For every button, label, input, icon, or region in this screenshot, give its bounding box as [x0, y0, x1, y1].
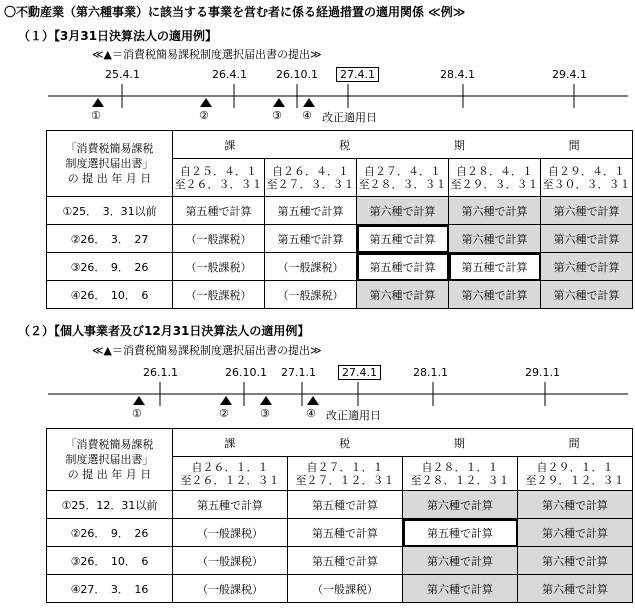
section1-period-1: 自２５．４．１ 至２６．３．３１	[173, 159, 265, 197]
section1-marker-4: ④	[302, 109, 312, 122]
table-cell: （一般課税）	[173, 547, 288, 575]
section2-note: ≪▲＝消費税簡易課税制度選択届出書の提出≫	[92, 344, 322, 357]
section2-marker-2: ②	[219, 407, 229, 420]
section1-period-3: 自２７．４．１ 至２８．３．３１	[357, 159, 449, 197]
table-cell: （一般課税）	[173, 253, 265, 281]
section2-timeline	[0, 362, 635, 426]
table-cell: 第六種で計算	[449, 225, 541, 253]
table-cell-highlight: 第五種で計算	[449, 253, 541, 281]
row-label: ③26． 9． 26	[47, 253, 173, 281]
table-cell: （一般課税）	[265, 281, 357, 309]
section2-date-2: 26.10.1	[225, 366, 267, 379]
table-cell: 第五種で計算	[265, 225, 357, 253]
page-title: 〇不動産業（第六種事業）に該当する事業を営む者に係る経過措置の適用関係 ≪例≫	[4, 5, 466, 19]
table-cell: （一般課税）	[173, 281, 265, 309]
table-cell: （一般課税）	[173, 225, 265, 253]
section2-date-3: 27.1.1	[281, 366, 316, 379]
table-cell: 第六種で計算	[541, 253, 633, 281]
table-cell-highlight: 第五種で計算	[357, 225, 449, 253]
section1-marker-1: ①	[91, 109, 101, 122]
table-cell: 第六種で計算	[403, 575, 518, 603]
table-row	[47, 519, 633, 547]
section1-date-6: 29.4.1	[552, 68, 587, 81]
section1-date-2: 26.4.1	[212, 68, 247, 81]
table-row	[47, 225, 633, 253]
table-cell: 第六種で計算	[357, 281, 449, 309]
table-cell: 第六種で計算	[541, 281, 633, 309]
section2-reform-label: 改正適用日	[326, 409, 381, 422]
table-cell: 第五種で計算	[265, 197, 357, 225]
section1-timeline	[0, 64, 635, 128]
section1-reform-label: 改正適用日	[322, 111, 377, 124]
section1-period-5: 自２９．４．１ 至３０．３．３１	[541, 159, 633, 197]
table-cell: 第六種で計算	[518, 519, 633, 547]
section1-period-4: 自２８．４．１ 至２９．３．３１	[449, 159, 541, 197]
table-cell: 第六種で計算	[518, 547, 633, 575]
table-row	[47, 491, 633, 519]
row-label: ①25． 3．31以前	[47, 197, 173, 225]
table-cell: 第六種で計算	[541, 197, 633, 225]
section2-period-4: 自２９．１．１ 至２９．１２．３１	[518, 457, 633, 491]
table-cell: 第六種で計算	[449, 197, 541, 225]
table-row	[47, 281, 633, 309]
section2-period-2: 自２７．１．１ 至２７．１２．３１	[288, 457, 403, 491]
section2-date-4: 27.4.1	[338, 365, 381, 380]
row-label: ②26． 3． 27	[47, 225, 173, 253]
table-cell: （一般課税）	[173, 575, 288, 603]
table-cell-highlight: 第五種で計算	[357, 253, 449, 281]
table-cell: （一般課税）	[265, 253, 357, 281]
table-cell: 第五種で計算	[288, 491, 403, 519]
section1-period-header: 課 税 期 間	[173, 131, 633, 159]
section2-date-6: 29.1.1	[525, 366, 560, 379]
section1-date-3: 26.10.1	[276, 68, 318, 81]
row-label: ②26． 9． 26	[47, 519, 173, 547]
section2-period-3: 自２８．１．１ 至２８．１２．３１	[403, 457, 518, 491]
section1-marker-2: ②	[199, 109, 209, 122]
table-cell: 第五種で計算	[173, 197, 265, 225]
table-cell: 第六種で計算	[518, 575, 633, 603]
table-cell: 第六種で計算	[403, 491, 518, 519]
section1-period-2: 自２６．４．１ 至２７．３．３１	[265, 159, 357, 197]
table-row	[47, 575, 633, 603]
table-cell: 第六種で計算	[541, 225, 633, 253]
section2-date-5: 28.1.1	[413, 366, 448, 379]
section2-marker-4: ④	[306, 407, 316, 420]
section1-marker-3: ③	[272, 109, 282, 122]
table-row	[47, 253, 633, 281]
section1-table	[46, 130, 633, 309]
section2-period-header: 課 税 期 間	[173, 429, 633, 457]
section1-date-1: 25.4.1	[105, 68, 140, 81]
table-row	[47, 547, 633, 575]
section1-corner-header: 「消費税簡易課税 制度選択届出書」 の 提 出 年 月 日	[47, 131, 173, 197]
section2-marker-3: ③	[260, 407, 270, 420]
table-cell-highlight: 第五種で計算	[403, 519, 518, 547]
row-label: ④27． 3． 16	[47, 575, 173, 603]
table-row	[47, 197, 633, 225]
table-cell: 第六種で計算	[518, 491, 633, 519]
section2-corner-header: 「消費税簡易課税 制度選択届出書」 の 提 出 年 月 日	[47, 429, 173, 491]
table-cell: （一般課税）	[288, 575, 403, 603]
section1-date-5: 28.4.1	[440, 68, 475, 81]
table-cell: 第六種で計算	[449, 281, 541, 309]
table-cell: 第五種で計算	[288, 547, 403, 575]
table-cell: （一般課税）	[173, 519, 288, 547]
row-label: ④26． 10． 6	[47, 281, 173, 309]
section1-heading: （１）【3月31日決算法人の適用例】	[18, 29, 218, 43]
table-cell: 第六種で計算	[403, 547, 518, 575]
table-cell: 第六種で計算	[357, 197, 449, 225]
section2-period-1: 自２６．１．１ 至２６．１２．３１	[173, 457, 288, 491]
section1-note: ≪▲＝消費税簡易課税制度選択届出書の提出≫	[92, 48, 322, 61]
table-cell: 第五種で計算	[288, 519, 403, 547]
row-label: ③26． 10． 6	[47, 547, 173, 575]
section1-date-4: 27.4.1	[336, 67, 379, 82]
row-label: ①25．12．31以前	[47, 491, 173, 519]
section2-heading: （２）【個人事業者及び12月31日決算法人の適用例】	[18, 324, 310, 338]
section2-table	[46, 428, 633, 603]
table-cell: 第五種で計算	[173, 491, 288, 519]
section2-date-1: 26.1.1	[143, 366, 178, 379]
section2-marker-1: ①	[132, 407, 142, 420]
